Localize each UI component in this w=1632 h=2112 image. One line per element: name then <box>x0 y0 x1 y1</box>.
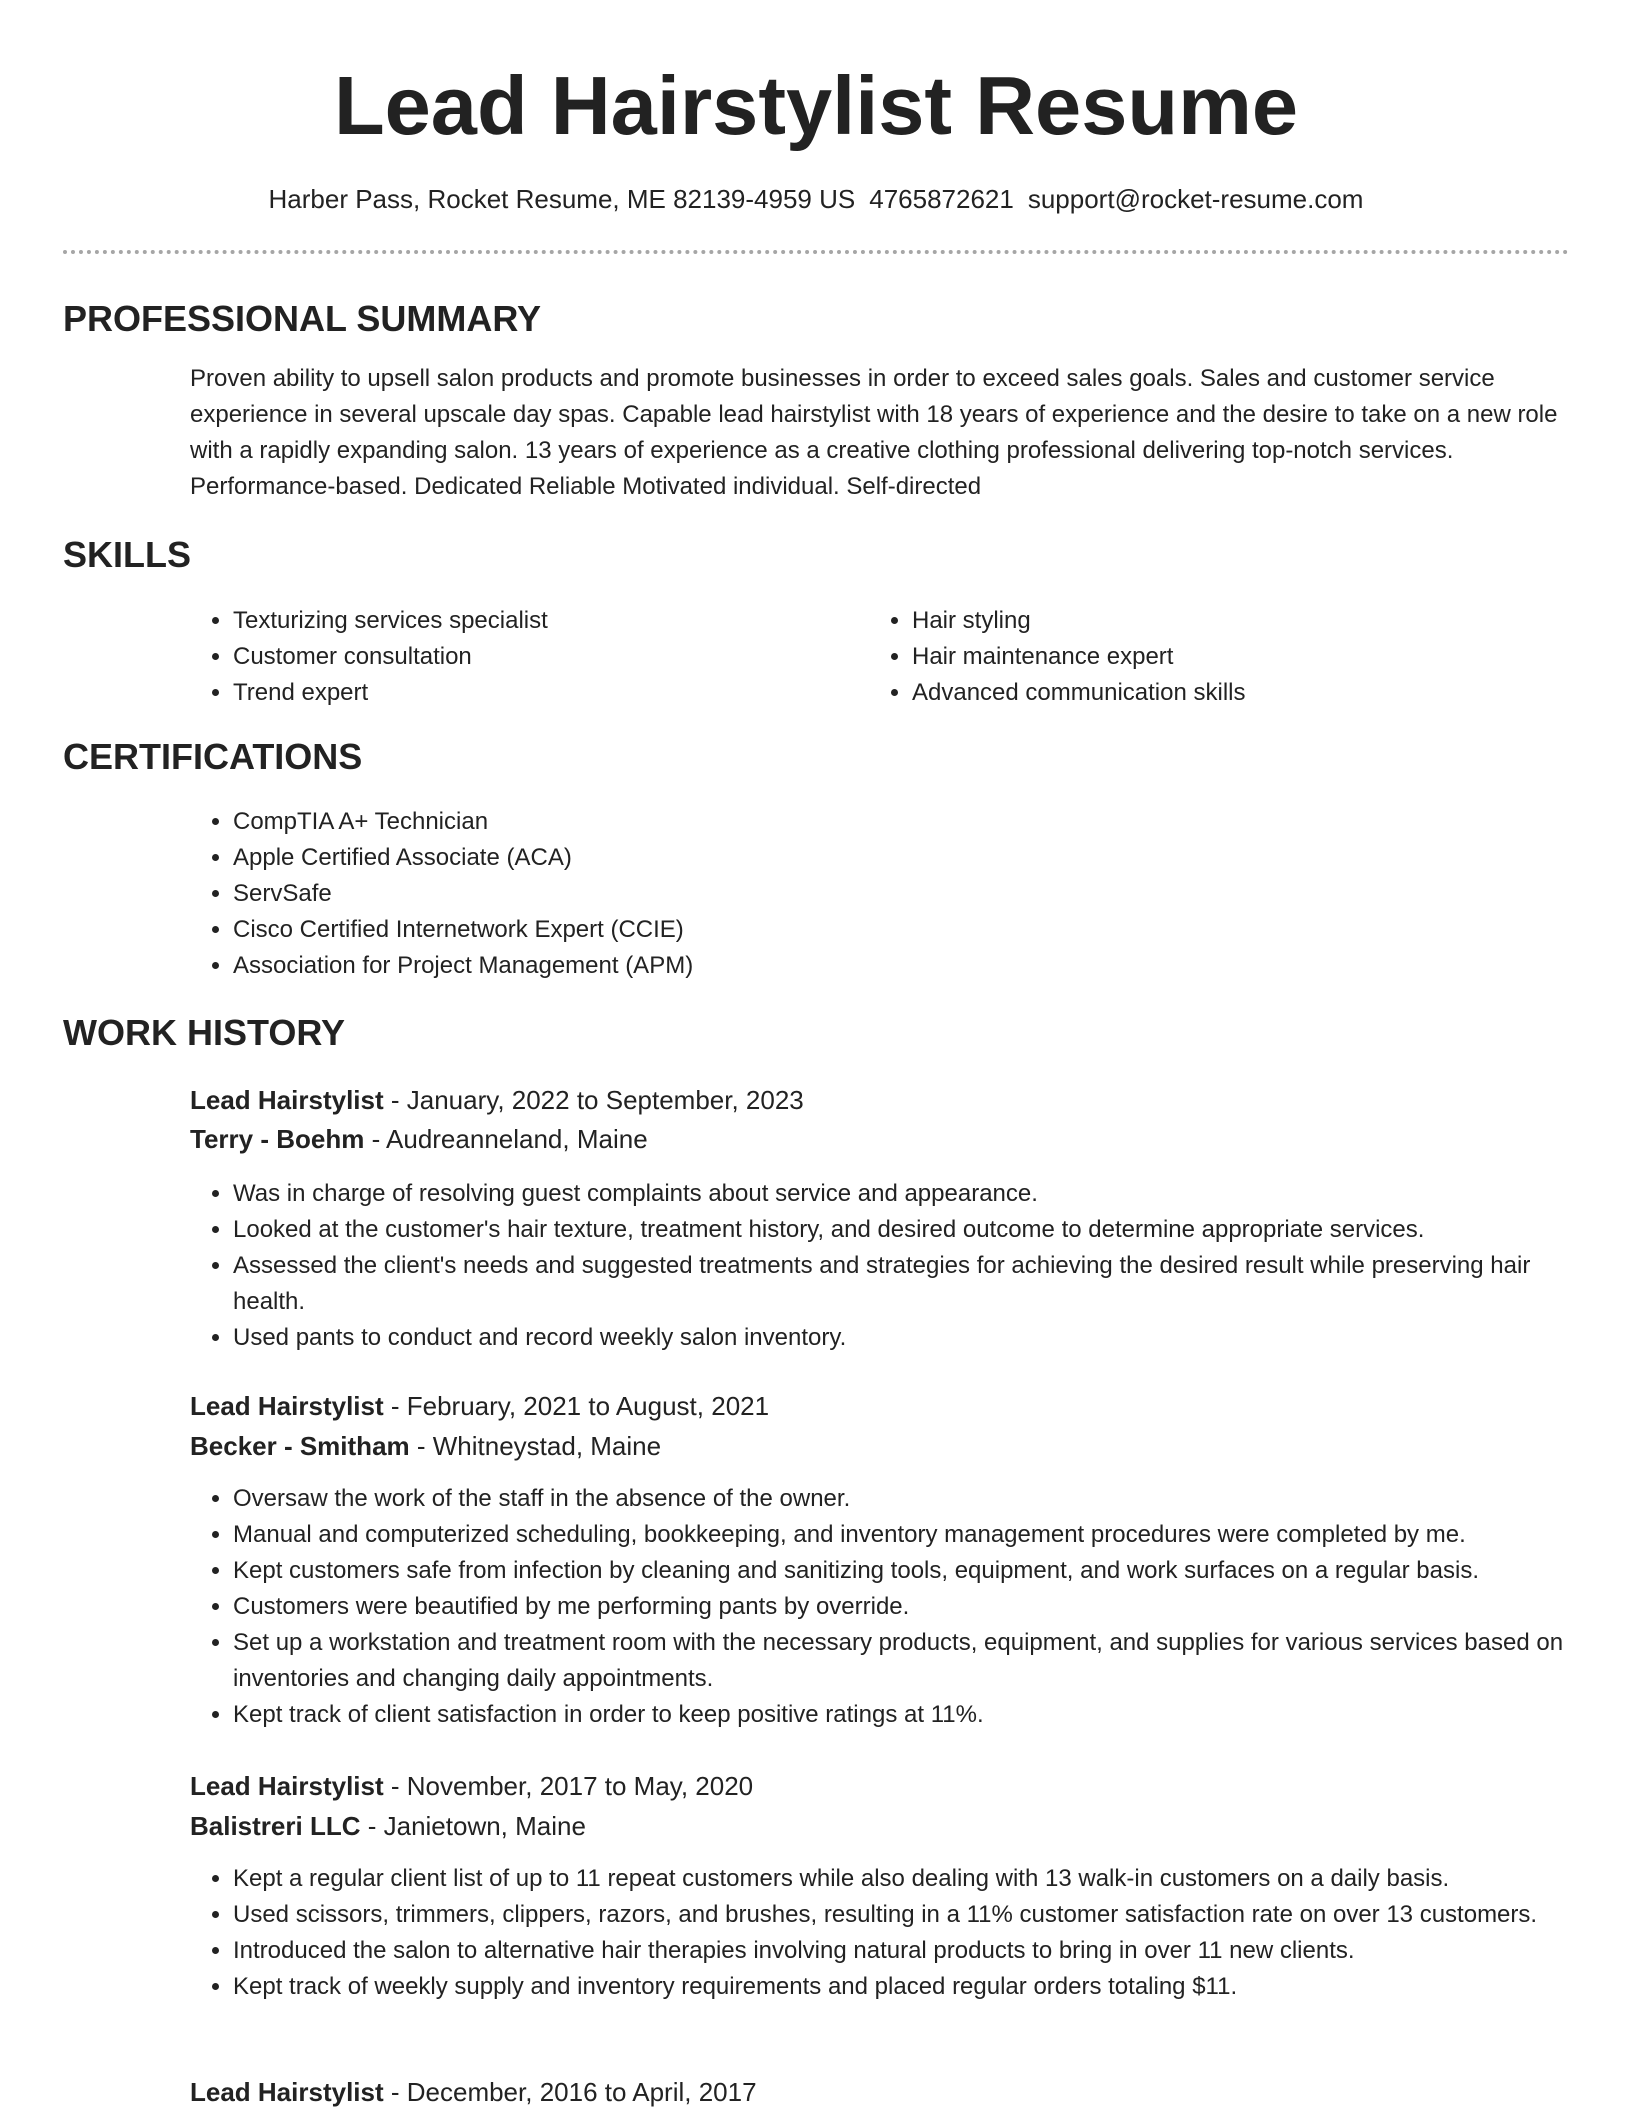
job-title-line <box>190 1387 769 1425</box>
job-title-line <box>190 1767 753 1805</box>
contact-address: Harber Pass, Rocket Resume, ME 82139-4959 US <box>268 184 856 214</box>
list-item: • Texturizing services specialist <box>233 603 833 639</box>
list-item: • Kept track of weekly supply and inventory requirements and placed regular orders totaling $11. <box>233 1969 1583 2005</box>
list-item: • Customers were beautified by me performing pants by override. <box>233 1589 1583 1625</box>
job-company-line <box>190 1427 661 1465</box>
list-item: • Introduced the salon to alternative hair therapies involving natural products to bring in over 11 new clients. <box>233 1933 1583 1969</box>
list-item: • Advanced communication skills <box>912 675 1512 711</box>
job-bullets <box>190 1481 1583 1733</box>
job-title-line <box>190 2073 757 2111</box>
list-item: • Trend expert <box>233 675 833 711</box>
list-item: • Was in charge of resolving guest complaints about service and appearance. <box>233 1176 1583 1212</box>
job-dates: - November, 2017 to May, 2020 <box>383 1771 754 1801</box>
list-item: • Oversaw the work of the staff in the absence of the owner. <box>233 1481 1583 1517</box>
job-title: Lead Hairstylist <box>190 1085 384 1115</box>
job-dates: - January, 2022 to September, 2023 <box>383 1085 804 1115</box>
job-company-line <box>190 1120 648 1158</box>
list-item: • Kept a regular client list of up to 11 repeat customers while also dealing with 13 walk-in customers on a daily basis. <box>233 1861 1583 1897</box>
job-title: Lead Hairstylist <box>190 2077 384 2107</box>
list-item: • ServSafe <box>233 876 1533 912</box>
list-item: • Kept customers safe from infection by cleaning and sanitizing tools, equipment, and work surfaces on a regular basis. <box>233 1553 1583 1589</box>
list-item: • Kept track of client satisfaction in order to keep positive ratings at 11%. <box>233 1697 1583 1733</box>
list-item: • Cisco Certified Internetwork Expert (CCIE) <box>233 912 1533 948</box>
skills-heading: SKILLS <box>63 534 192 575</box>
list-item: • Hair styling <box>912 603 1512 639</box>
list-item: • Set up a workstation and treatment room with the necessary products, equipment, and supplies for various services based on inventories and changing daily appointments. <box>233 1625 1583 1697</box>
contact-phone: 4765872621 <box>869 184 1014 214</box>
job-title: Lead Hairstylist <box>190 1391 384 1421</box>
list-item: • Manual and computerized scheduling, bookkeeping, and inventory management procedures were completed by me. <box>233 1517 1583 1553</box>
job-company: Becker - Smitham <box>190 1431 410 1461</box>
job-location: - Whitneystad, Maine <box>409 1431 662 1461</box>
job-location: - Janietown, Maine <box>360 1811 586 1841</box>
contact-email: support@rocket-resume.com <box>1027 184 1364 214</box>
list-item: • Customer consultation <box>233 639 833 675</box>
list-item: • Used scissors, trimmers, clippers, razors, and brushes, resulting in a 11% customer satisfaction rate on over 13 customers. <box>233 1897 1583 1933</box>
job-dates: - February, 2021 to August, 2021 <box>383 1391 770 1421</box>
list-item: • Used pants to conduct and record weekly salon inventory. <box>233 1320 1583 1356</box>
job-title: Lead Hairstylist <box>190 1771 384 1801</box>
job-title-line <box>190 1081 804 1119</box>
job-bullets <box>190 1861 1583 2005</box>
work-history-heading: WORK HISTORY <box>63 1012 346 1053</box>
resume-title: Lead Hairstylist Resume <box>333 59 1299 152</box>
skills-list-left <box>190 603 833 711</box>
skills-list-right <box>869 603 1512 711</box>
contact-line <box>0 181 1632 217</box>
list-item: • Apple Certified Associate (ACA) <box>233 840 1533 876</box>
job-company-line <box>190 1807 586 1845</box>
header-divider <box>63 250 1569 254</box>
list-item: • Association for Project Management (APM) <box>233 948 1533 984</box>
job-location: - Audreanneland, Maine <box>364 1124 648 1154</box>
job-company: Terry - Boehm <box>190 1124 365 1154</box>
certifications-list <box>190 804 1533 984</box>
summary-text: Proven ability to upsell salon products and promote businesses in order to exceed sales goals. Sales and customer service experience in several upscale day spas. Capable lead hairstylist with 18 years of experience and the desire to take on a new role with a rapidly expanding salon. 13 years of experience as a creative clothing professional delivering top-notch services. Performance-based. Dedicated Reliable Motivated individual. Self-directed <box>190 365 1558 500</box>
job-company: Balistreri LLC <box>190 1811 361 1841</box>
job-bullets <box>190 1176 1583 1356</box>
job-dates: - December, 2016 to April, 2017 <box>383 2077 757 2107</box>
summary-heading: PROFESSIONAL SUMMARY <box>63 298 542 339</box>
list-item: • Assessed the client's needs and suggested treatments and strategies for achieving the desired result while preserving hair health. <box>233 1248 1583 1320</box>
list-item: • Looked at the customer's hair texture, treatment history, and desired outcome to determine appropriate services. <box>233 1212 1583 1248</box>
list-item: • Hair maintenance expert <box>912 639 1512 675</box>
list-item: • CompTIA A+ Technician <box>233 804 1533 840</box>
certifications-heading: CERTIFICATIONS <box>63 736 363 777</box>
